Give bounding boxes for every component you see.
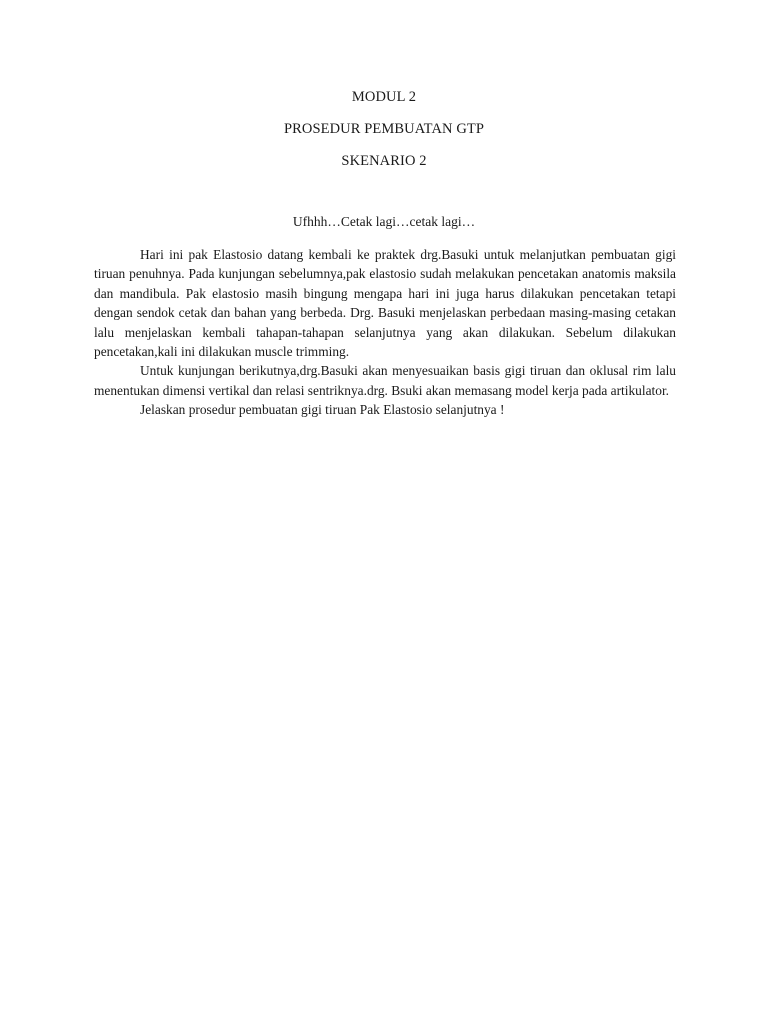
module-title: MODUL 2 [351,89,417,105]
scenario-body [94,245,676,420]
paragraph-next-visit: Untuk kunjungan berikutnya,drg.Basuki akan menyesuaikan basis gigi tiruan dan oklusal rim lalu menentukan dimensi vertikal dan relasi sentriknya.drg. Bsuki akan memasang model kerja pada artikulator. [94,363,676,398]
procedure-title: PROSEDUR PEMBUATAN GTP [283,121,485,137]
scenario-subtitle: Ufhhh…Cetak lagi…cetak lagi… [292,214,476,229]
scenario-title: SKENARIO 2 [341,153,427,169]
paragraph-question: Jelaskan prosedur pembuatan gigi tiruan Pak Elastosio selanjutnya ! [140,402,505,418]
paragraph-visit-explanation: Hari ini pak Elastosio datang kembali ke praktek drg.Basuki untuk melanjutkan pembuatan gigi tiruan penuhnya. Pada kunjungan sebelumnya,pak elastosio sudah melakukan pencetakan anatomis maksila dan mandibula. Pak elastosio masih bingung mengapa hari ini juga harus dilakukan pencetakan tetapi dengan sendok cetak dan bahan yang berbeda. Drg. Basuki menjelaskan perbedaan masing-masing cetakan lalu menjelaskan kembali tahapan-tahapan selanjutnya yang akan dilakukan. Sebelum dilakukan pencetakan,kali ini dilakukan muscle trimming. [94,247,676,360]
